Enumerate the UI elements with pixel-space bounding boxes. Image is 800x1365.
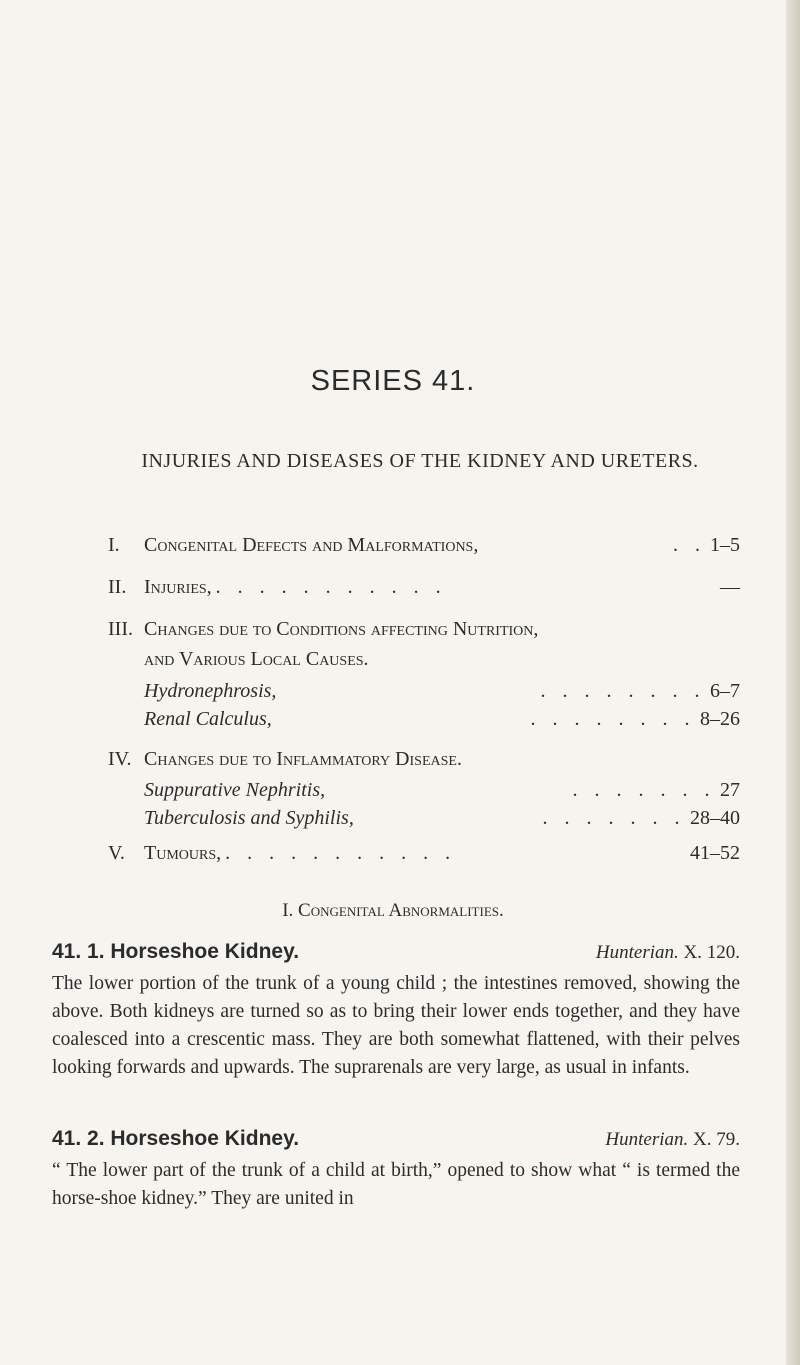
entry-reference bbox=[596, 942, 740, 964]
entry-description: “ The lower part of the trunk of a child at birth,” opened to show what “ is termed the horse-shoe kidney.” They are united in bbox=[52, 1160, 740, 1209]
toc-item-injuries bbox=[108, 574, 740, 600]
entry-ref: X. 79. bbox=[693, 1129, 740, 1150]
toc-num: IV. bbox=[108, 748, 132, 770]
entry-reference bbox=[605, 1129, 740, 1151]
toc-leader: . . . . . . . bbox=[573, 779, 716, 801]
toc-subitem-hydronephrosis bbox=[144, 678, 740, 704]
toc-label: Renal Calculus, bbox=[144, 708, 272, 730]
toc-num: V. bbox=[108, 842, 125, 864]
page-edge-shadow bbox=[786, 0, 800, 1365]
toc-label: Tuberculosis and Syphilis, bbox=[144, 807, 354, 829]
entry-title bbox=[52, 940, 299, 964]
toc-item-nutrition bbox=[108, 614, 748, 674]
entry-heading bbox=[52, 940, 740, 964]
toc-pages: 28–40 bbox=[690, 807, 740, 829]
toc-leader: . . . . . . . . bbox=[541, 680, 706, 702]
main-title: INJURIES AND DISEASES OF THE KIDNEY AND URETERS. bbox=[141, 450, 699, 472]
toc-pages: 41–52 bbox=[690, 842, 740, 864]
toc-pages: 1–5 bbox=[710, 534, 740, 556]
toc-leader: . . . . . . . . . . . bbox=[225, 842, 457, 864]
entry-title-text: Horseshoe Kidney. bbox=[110, 1127, 300, 1150]
entry-collection: Hunterian. bbox=[595, 942, 679, 963]
entry-number: 41. 2. bbox=[52, 1127, 105, 1150]
entry-collection: Hunterian. bbox=[605, 1129, 689, 1150]
toc-pages: — bbox=[720, 576, 740, 598]
toc-num: I. bbox=[108, 534, 120, 556]
toc-label: Congenital Defects and Malformations, bbox=[144, 534, 479, 556]
toc-num: II. bbox=[108, 576, 127, 598]
toc-leader: . . bbox=[673, 534, 706, 556]
toc-pages: 6–7 bbox=[710, 680, 740, 702]
entry-title bbox=[52, 1127, 299, 1151]
toc-leader: . . . . . . . . . . . bbox=[215, 576, 447, 598]
toc-label: Tumours, bbox=[144, 842, 222, 864]
entry-title-text: Horseshoe Kidney. bbox=[110, 940, 300, 963]
toc-label: Changes due to Conditions affecting Nutrition, bbox=[144, 618, 539, 640]
entry-number: 41. 1. bbox=[52, 940, 105, 963]
toc-subitem-tuberculosis bbox=[144, 805, 740, 831]
entry-heading bbox=[52, 1127, 740, 1151]
entry-ref: X. 120. bbox=[683, 942, 740, 963]
toc-num: III. bbox=[108, 618, 133, 640]
toc-label: Hydronephrosis, bbox=[144, 680, 277, 702]
toc-label: Suppurative Nephritis, bbox=[144, 779, 326, 801]
toc-label-continued: and Various Local Causes. bbox=[144, 648, 369, 670]
toc-item-tumours bbox=[108, 840, 740, 866]
section-heading: I. Congenital Abnormalities. bbox=[282, 900, 504, 921]
entry-description: The lower portion of the trunk of a young child ; the intestines removed, showing the above. Both kidneys are turned so as to bring their lower ends together, and they have coalesced into a crescentic mass. They are both somewhat flattened, with their pelves looking forwards and upwards. The suprarenals are very large, as usual in infants. bbox=[52, 973, 740, 1078]
toc-leader: . . . . . . . bbox=[543, 807, 686, 829]
toc-leader: . . . . . . . . bbox=[531, 708, 696, 730]
toc-subitem-suppurative-nephritis bbox=[144, 777, 740, 803]
toc-label: Injuries, bbox=[144, 576, 212, 598]
series-title: SERIES 41. bbox=[310, 365, 476, 397]
toc-subitem-renal-calculus bbox=[144, 706, 740, 732]
toc-item-congenital bbox=[108, 532, 740, 558]
toc-label: Changes due to Inflammatory Disease. bbox=[144, 748, 462, 770]
toc-item-inflammatory bbox=[108, 744, 748, 774]
toc-pages: 27 bbox=[720, 779, 740, 801]
toc-pages: 8–26 bbox=[700, 708, 740, 730]
